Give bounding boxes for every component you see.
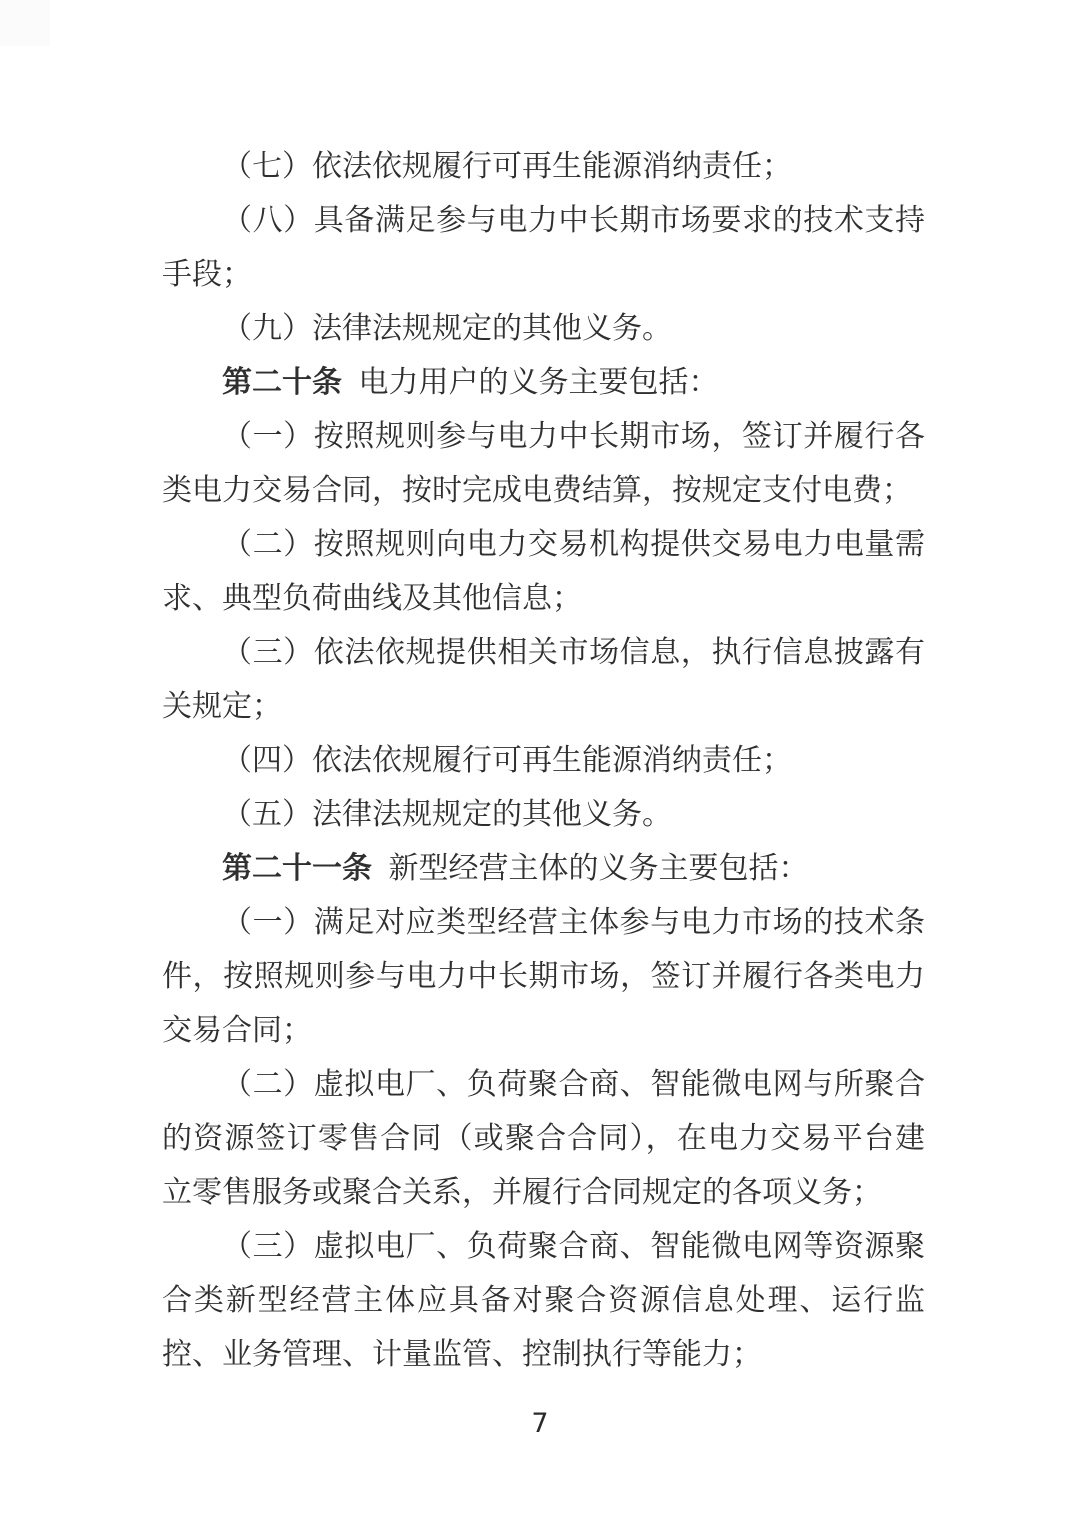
article-title-text: 电力用户的义务主要包括： xyxy=(358,365,719,400)
list-item xyxy=(162,1220,925,1382)
list-item xyxy=(162,896,925,1058)
list-item xyxy=(162,140,925,194)
list-item-text: （一）满足对应类型经营主体参与电力市场的技术条件，按照规则参与电力中长期市场，签订并履行各类电力交易合同； xyxy=(162,905,925,1048)
document-page-body xyxy=(162,140,925,1382)
list-item xyxy=(162,194,925,302)
list-item xyxy=(162,734,925,788)
list-item-text: （七）依法依规履行可再生能源消纳责任； xyxy=(222,149,792,184)
page-footer xyxy=(0,1408,1080,1439)
list-item-text: （二）虚拟电厂、负荷聚合商、智能微电网与所聚合的资源签订零售合同（或聚合合同），在电力交易平台建立零售服务或聚合关系，并履行合同规定的各项义务； xyxy=(162,1067,925,1210)
list-item-text: （三）虚拟电厂、负荷聚合商、智能微电网等资源聚合类新型经营主体应具备对聚合资源信息处理、运行监控、业务管理、计量监管、控制执行等能力； xyxy=(162,1229,925,1372)
list-item-text: （五）法律法规规定的其他义务。 xyxy=(222,797,672,832)
list-item xyxy=(162,788,925,842)
article-heading xyxy=(162,356,925,410)
list-item xyxy=(162,518,925,626)
list-item-text: （四）依法依规履行可再生能源消纳责任； xyxy=(222,743,792,778)
list-item-text: （二）按照规则向电力交易机构提供交易电力电量需求、典型负荷曲线及其他信息； xyxy=(162,527,925,616)
list-item-text: （八）具备满足参与电力中长期市场要求的技术支持手段； xyxy=(162,203,925,292)
scan-corner-artifact xyxy=(0,0,50,46)
article-number: 第二十条 xyxy=(222,365,342,400)
list-item xyxy=(162,410,925,518)
article-title-text: 新型经营主体的义务主要包括： xyxy=(388,851,809,886)
list-item-text: （九）法律法规规定的其他义务。 xyxy=(222,311,672,346)
list-item-text: （一）按照规则参与电力中长期市场，签订并履行各类电力交易合同，按时完成电费结算，按规定支付电费； xyxy=(162,419,925,508)
page-number: 7 xyxy=(531,1408,549,1439)
article-number: 第二十一条 xyxy=(222,851,372,886)
list-item xyxy=(162,302,925,356)
list-item xyxy=(162,1058,925,1220)
list-item-text: （三）依法依规提供相关市场信息，执行信息披露有关规定； xyxy=(162,635,925,724)
article-heading xyxy=(162,842,925,896)
list-item xyxy=(162,626,925,734)
